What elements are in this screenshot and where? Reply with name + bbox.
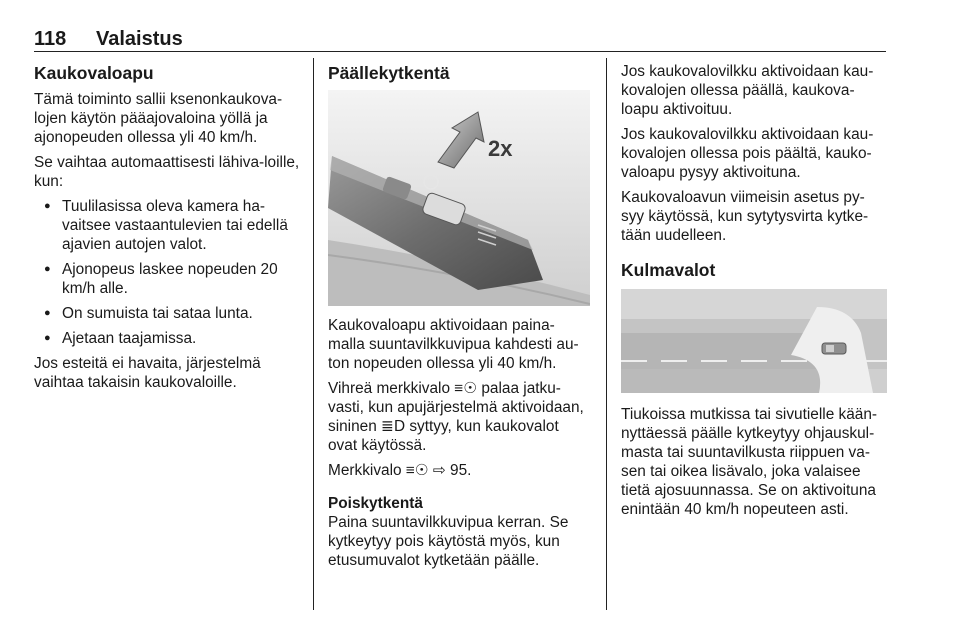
paragraph: Se vaihtaa automaattisesti lähiva-loille, kun:: [34, 154, 300, 190]
page-header: [34, 28, 886, 50]
paragraph: Paina suuntavilkkuvipua kerran. Se kytkeytyy pois käytöstä myös, kun etusumuvalot kytketään päälle.: [328, 514, 569, 569]
paragraph: Kaukovaloavun viimeisin asetus py-syy käytössä, kun sytytysvirta kytke-tään uudelleen.: [621, 189, 869, 244]
column-divider-2: [606, 58, 607, 610]
list-item: ● On sumuista tai sataa lunta.: [38, 304, 302, 323]
paragraph: Jos kaukovalovilkku aktivoidaan kau-kovalojen ollessa pois päältä, kauko-valoapu pysyy aktivoituna.: [621, 126, 874, 181]
lever-svg: [328, 90, 590, 306]
condition-list: [34, 197, 302, 348]
heading-poiskytkenta: Poiskytkentä: [328, 495, 423, 512]
column-3: [621, 62, 887, 525]
list-item: ● Tuulilasissa oleva kamera ha-vaitsee vastaantulevien tai edellä ajavien autojen valot.: [38, 197, 302, 254]
heading-kaukovaloapu: Kaukovaloapu: [34, 63, 154, 83]
paragraph: Merkkivalo ≡☉ ⇨ 95.: [328, 462, 472, 479]
lever-illustration: [328, 90, 590, 306]
paragraph: Kaukovaloapu aktivoidaan paina-malla suuntavilkkuvipua kahdesti au-ton nopeuden ollessa yli 40 km/h.: [328, 317, 579, 372]
list-item: ● Ajonopeus laskee nopeuden 20 km/h alle.: [38, 260, 302, 298]
list-item: ● Ajetaan taajamissa.: [38, 329, 302, 348]
heading-kulmavalot: Kulmavalot: [621, 260, 716, 280]
paragraph: Tiukoissa mutkissa tai sivutielle kään-nyttäessä päälle kytkeytyy ohjauskul-masta tai suuntavilkusta riippuen va-sen tai oikea lisävalo, joka valaisee tietä ajosuunnassa. Se on aktivoituna enintään 40 km/h nopeuteen asti.: [621, 406, 878, 518]
column-divider-1: [313, 58, 314, 610]
heading-paallekytkenta: Päällekytkentä: [328, 63, 450, 83]
page-number: 118: [34, 28, 67, 50]
cornering-svg: [621, 289, 887, 393]
cornering-light-illustration: [621, 289, 887, 393]
paragraph: Vihreä merkkivalo ≡☉ palaa jatku-vasti, kun apujärjestelmä aktivoidaan, sininen ≣D syttyy, kun kaukovalot ovat käytössä.: [328, 380, 584, 454]
paragraph: Jos esteitä ei havaita, järjestelmä vaihtaa takaisin kaukovaloille.: [34, 355, 261, 391]
column-2: [328, 62, 590, 576]
paragraph: Tämä toiminto sallii ksenonkaukova-lojen käytön pääajovaloina yöllä ja ajonopeuden ollessa yli 40 km/h.: [34, 91, 283, 146]
column-1: [34, 62, 302, 398]
paragraph: Jos kaukovalovilkku aktivoidaan kau-kovalojen ollessa päällä, kaukova-loapu aktivoituu.: [621, 63, 874, 118]
section-title: Valaistus: [96, 28, 183, 50]
press-twice-label: 2x: [488, 136, 513, 161]
header-divider: [34, 51, 886, 52]
